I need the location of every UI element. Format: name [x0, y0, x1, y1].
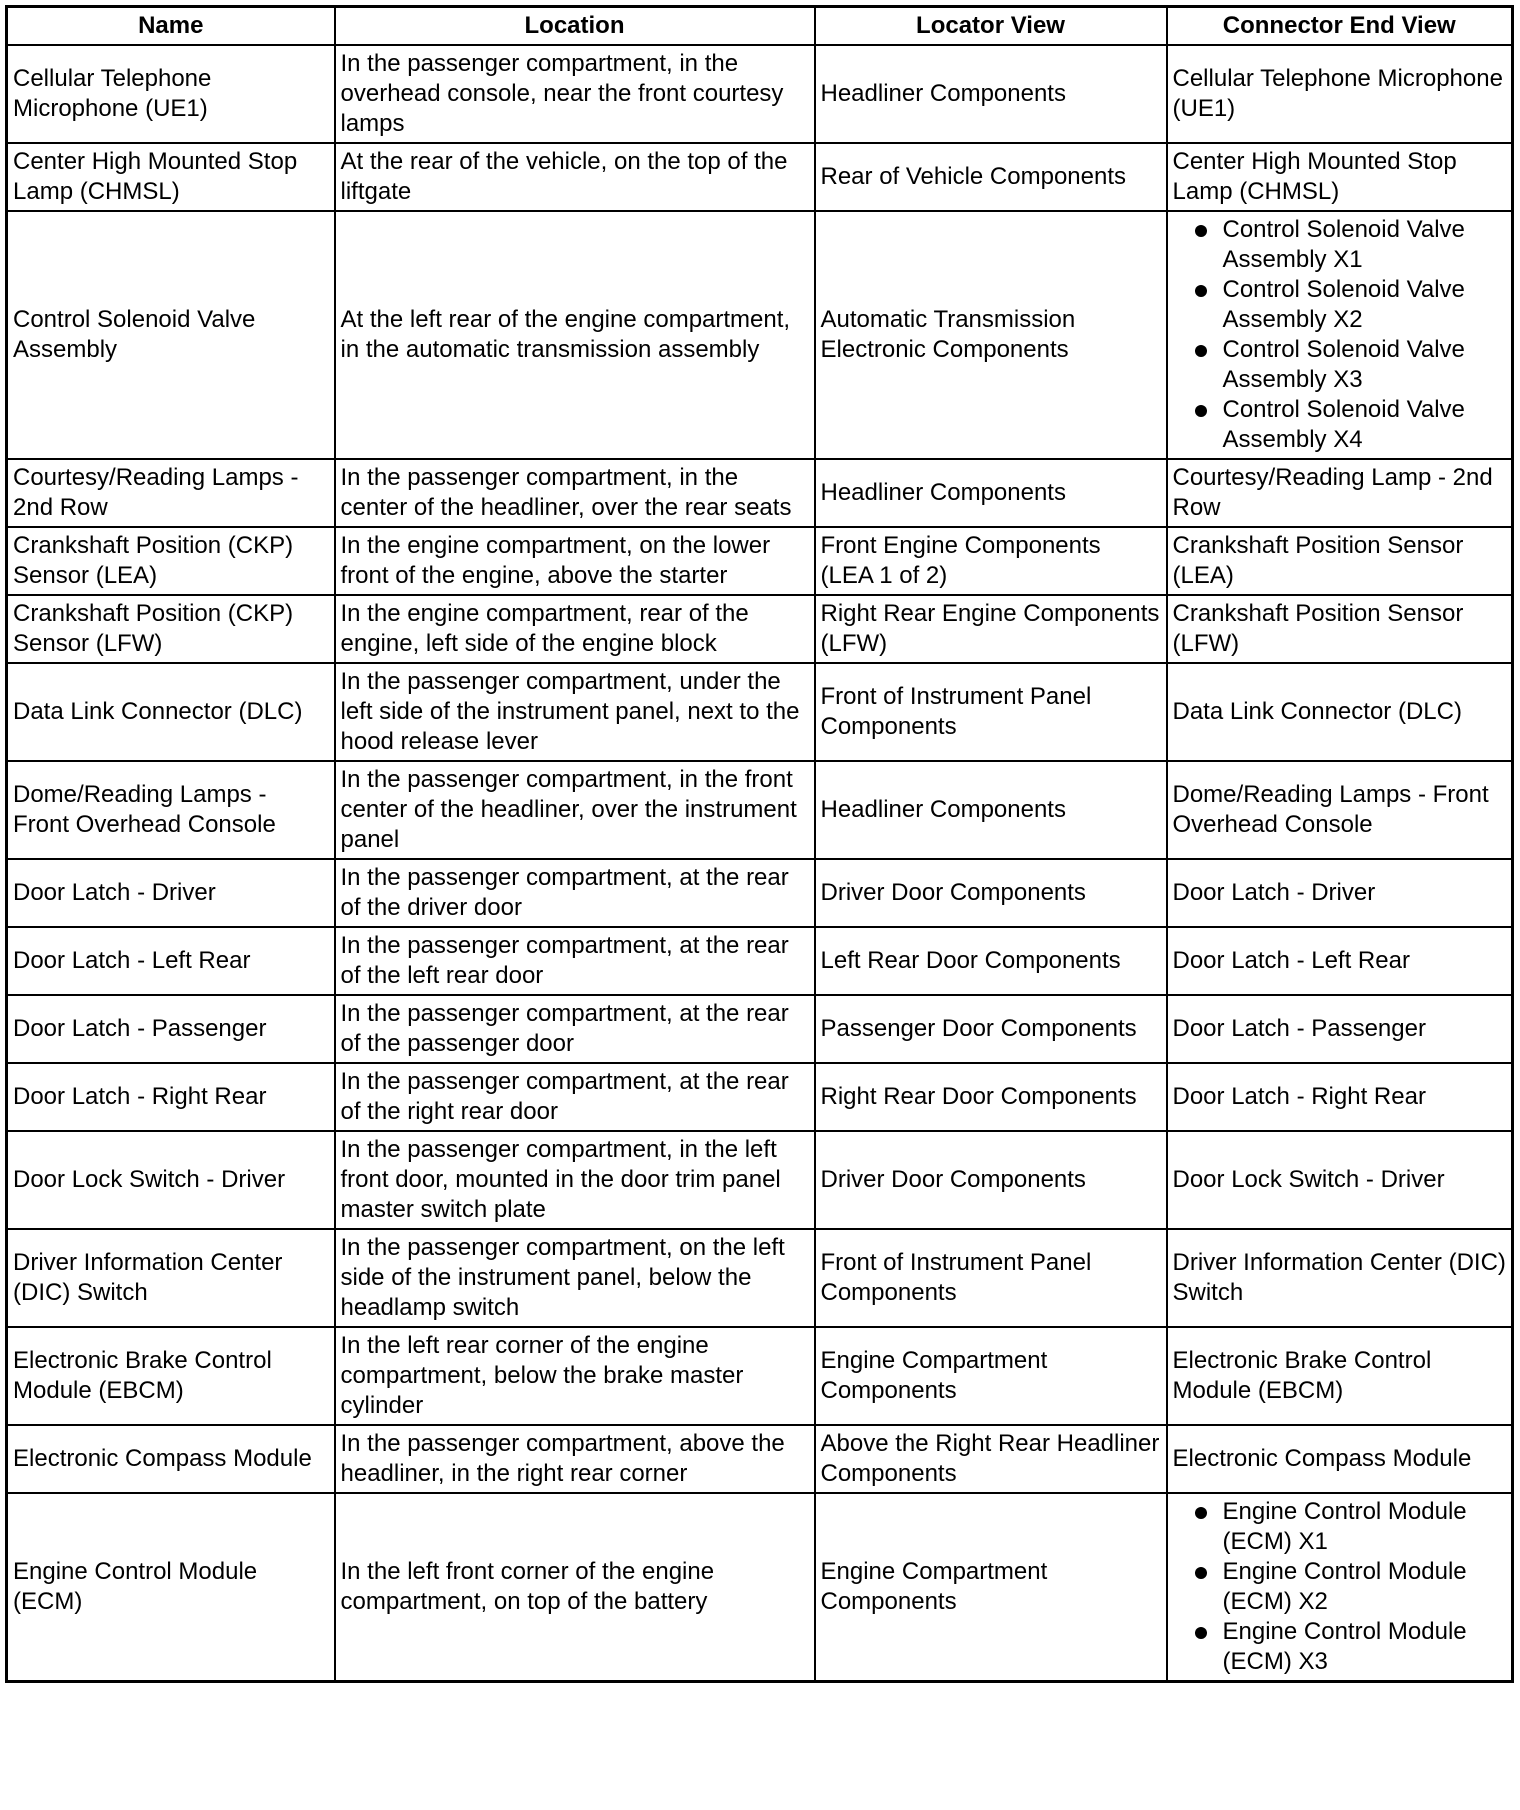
- cell-locator-view: Engine Compartment Components: [815, 1327, 1167, 1425]
- cell-locator-view: Right Rear Door Components: [815, 1063, 1167, 1131]
- table-row: [7, 211, 1513, 459]
- cell-location: In the passenger compartment, on the left side of the instrument panel, below the headlamp switch: [335, 1229, 815, 1327]
- cell-connector-end-view: Dome/Reading Lamps - Front Overhead Console: [1167, 761, 1513, 859]
- table-row: [7, 859, 1513, 927]
- cell-locator-view: Automatic Transmission Electronic Components: [815, 211, 1167, 459]
- cell-name: Courtesy/Reading Lamps - 2nd Row: [7, 459, 335, 527]
- cell-location: In the passenger compartment, at the rear of the passenger door: [335, 995, 815, 1063]
- cell-connector-end-view: Crankshaft Position Sensor (LEA): [1167, 527, 1513, 595]
- table-row: [7, 1229, 1513, 1327]
- cell-connector-end-view: [1167, 1493, 1513, 1682]
- cell-name: Data Link Connector (DLC): [7, 663, 335, 761]
- cell-name: Control Solenoid Valve Assembly: [7, 211, 335, 459]
- table-row: [7, 1327, 1513, 1425]
- cell-connector-end-view: Electronic Brake Control Module (EBCM): [1167, 1327, 1513, 1425]
- cell-locator-view: Front Engine Components (LEA 1 of 2): [815, 527, 1167, 595]
- cell-locator-view: Headliner Components: [815, 45, 1167, 143]
- table-row: [7, 1131, 1513, 1229]
- cell-location: In the left rear corner of the engine compartment, below the brake master cylinder: [335, 1327, 815, 1425]
- cell-connector-end-view: Courtesy/Reading Lamp - 2nd Row: [1167, 459, 1513, 527]
- cell-locator-view: Driver Door Components: [815, 1131, 1167, 1229]
- cell-locator-view: Left Rear Door Components: [815, 927, 1167, 995]
- component-locator-table: [5, 5, 1514, 1683]
- connector-list-item: Control Solenoid Valve Assembly X3: [1223, 335, 1507, 395]
- cell-location: In the engine compartment, rear of the engine, left side of the engine block: [335, 595, 815, 663]
- cell-connector-end-view: Cellular Telephone Microphone (UE1): [1167, 45, 1513, 143]
- header-name: Name: [7, 7, 335, 46]
- table-row: [7, 1493, 1513, 1682]
- cell-name: Dome/Reading Lamps - Front Overhead Console: [7, 761, 335, 859]
- cell-locator-view: Engine Compartment Components: [815, 1493, 1167, 1682]
- cell-connector-end-view: Data Link Connector (DLC): [1167, 663, 1513, 761]
- cell-location: In the left front corner of the engine compartment, on top of the battery: [335, 1493, 815, 1682]
- connector-list-item: Control Solenoid Valve Assembly X4: [1223, 395, 1507, 455]
- table-row: [7, 1425, 1513, 1493]
- table-row: [7, 459, 1513, 527]
- cell-locator-view: Headliner Components: [815, 459, 1167, 527]
- cell-locator-view: Front of Instrument Panel Components: [815, 1229, 1167, 1327]
- connector-list: [1173, 1497, 1507, 1677]
- cell-location: At the rear of the vehicle, on the top of the liftgate: [335, 143, 815, 211]
- cell-locator-view: Right Rear Engine Components (LFW): [815, 595, 1167, 663]
- table-row: [7, 45, 1513, 143]
- cell-name: Crankshaft Position (CKP) Sensor (LEA): [7, 527, 335, 595]
- cell-location: At the left rear of the engine compartment, in the automatic transmission assembly: [335, 211, 815, 459]
- connector-list-item: Engine Control Module (ECM) X2: [1223, 1557, 1507, 1617]
- cell-locator-view: Driver Door Components: [815, 859, 1167, 927]
- table-row: [7, 927, 1513, 995]
- cell-location: In the passenger compartment, in the overhead console, near the front courtesy lamps: [335, 45, 815, 143]
- cell-connector-end-view: [1167, 211, 1513, 459]
- cell-connector-end-view: Door Latch - Driver: [1167, 859, 1513, 927]
- cell-name: Door Latch - Left Rear: [7, 927, 335, 995]
- cell-name: Engine Control Module (ECM): [7, 1493, 335, 1682]
- cell-connector-end-view: Door Lock Switch - Driver: [1167, 1131, 1513, 1229]
- cell-connector-end-view: Crankshaft Position Sensor (LFW): [1167, 595, 1513, 663]
- cell-location: In the passenger compartment, under the left side of the instrument panel, next to the hood release lever: [335, 663, 815, 761]
- table-header-row: [7, 7, 1513, 46]
- cell-name: Crankshaft Position (CKP) Sensor (LFW): [7, 595, 335, 663]
- cell-locator-view: Rear of Vehicle Components: [815, 143, 1167, 211]
- cell-connector-end-view: Center High Mounted Stop Lamp (CHMSL): [1167, 143, 1513, 211]
- cell-locator-view: Headliner Components: [815, 761, 1167, 859]
- cell-locator-view: Above the Right Rear Headliner Components: [815, 1425, 1167, 1493]
- table-row: [7, 595, 1513, 663]
- cell-name: Door Latch - Passenger: [7, 995, 335, 1063]
- cell-name: Door Latch - Right Rear: [7, 1063, 335, 1131]
- connector-list-item: Engine Control Module (ECM) X3: [1223, 1617, 1507, 1677]
- connector-list-item: Engine Control Module (ECM) X1: [1223, 1497, 1507, 1557]
- table-row: [7, 663, 1513, 761]
- cell-name: Driver Information Center (DIC) Switch: [7, 1229, 335, 1327]
- cell-name: Center High Mounted Stop Lamp (CHMSL): [7, 143, 335, 211]
- cell-connector-end-view: Driver Information Center (DIC) Switch: [1167, 1229, 1513, 1327]
- cell-name: Electronic Compass Module: [7, 1425, 335, 1493]
- connector-list-item: Control Solenoid Valve Assembly X1: [1223, 215, 1507, 275]
- header-location: Location: [335, 7, 815, 46]
- cell-location: In the passenger compartment, in the front center of the headliner, over the instrument panel: [335, 761, 815, 859]
- cell-location: In the passenger compartment, at the rear of the driver door: [335, 859, 815, 927]
- table-row: [7, 761, 1513, 859]
- table-row: [7, 1063, 1513, 1131]
- connector-list-item: Control Solenoid Valve Assembly X2: [1223, 275, 1507, 335]
- cell-location: In the passenger compartment, in the left front door, mounted in the door trim panel master switch plate: [335, 1131, 815, 1229]
- cell-name: Door Lock Switch - Driver: [7, 1131, 335, 1229]
- header-locator-view: Locator View: [815, 7, 1167, 46]
- cell-location: In the passenger compartment, above the headliner, in the right rear corner: [335, 1425, 815, 1493]
- connector-list: [1173, 215, 1507, 455]
- cell-connector-end-view: Door Latch - Passenger: [1167, 995, 1513, 1063]
- cell-locator-view: Front of Instrument Panel Components: [815, 663, 1167, 761]
- cell-location: In the passenger compartment, in the center of the headliner, over the rear seats: [335, 459, 815, 527]
- table-row: [7, 143, 1513, 211]
- component-locator-sheet: [5, 5, 1511, 1683]
- cell-name: Cellular Telephone Microphone (UE1): [7, 45, 335, 143]
- header-connector-end-view: Connector End View: [1167, 7, 1513, 46]
- cell-locator-view: Passenger Door Components: [815, 995, 1167, 1063]
- cell-name: Electronic Brake Control Module (EBCM): [7, 1327, 335, 1425]
- cell-name: Door Latch - Driver: [7, 859, 335, 927]
- cell-location: In the passenger compartment, at the rear of the left rear door: [335, 927, 815, 995]
- cell-location: In the engine compartment, on the lower front of the engine, above the starter: [335, 527, 815, 595]
- cell-connector-end-view: Electronic Compass Module: [1167, 1425, 1513, 1493]
- cell-connector-end-view: Door Latch - Right Rear: [1167, 1063, 1513, 1131]
- table-row: [7, 995, 1513, 1063]
- cell-connector-end-view: Door Latch - Left Rear: [1167, 927, 1513, 995]
- table-row: [7, 527, 1513, 595]
- cell-location: In the passenger compartment, at the rear of the right rear door: [335, 1063, 815, 1131]
